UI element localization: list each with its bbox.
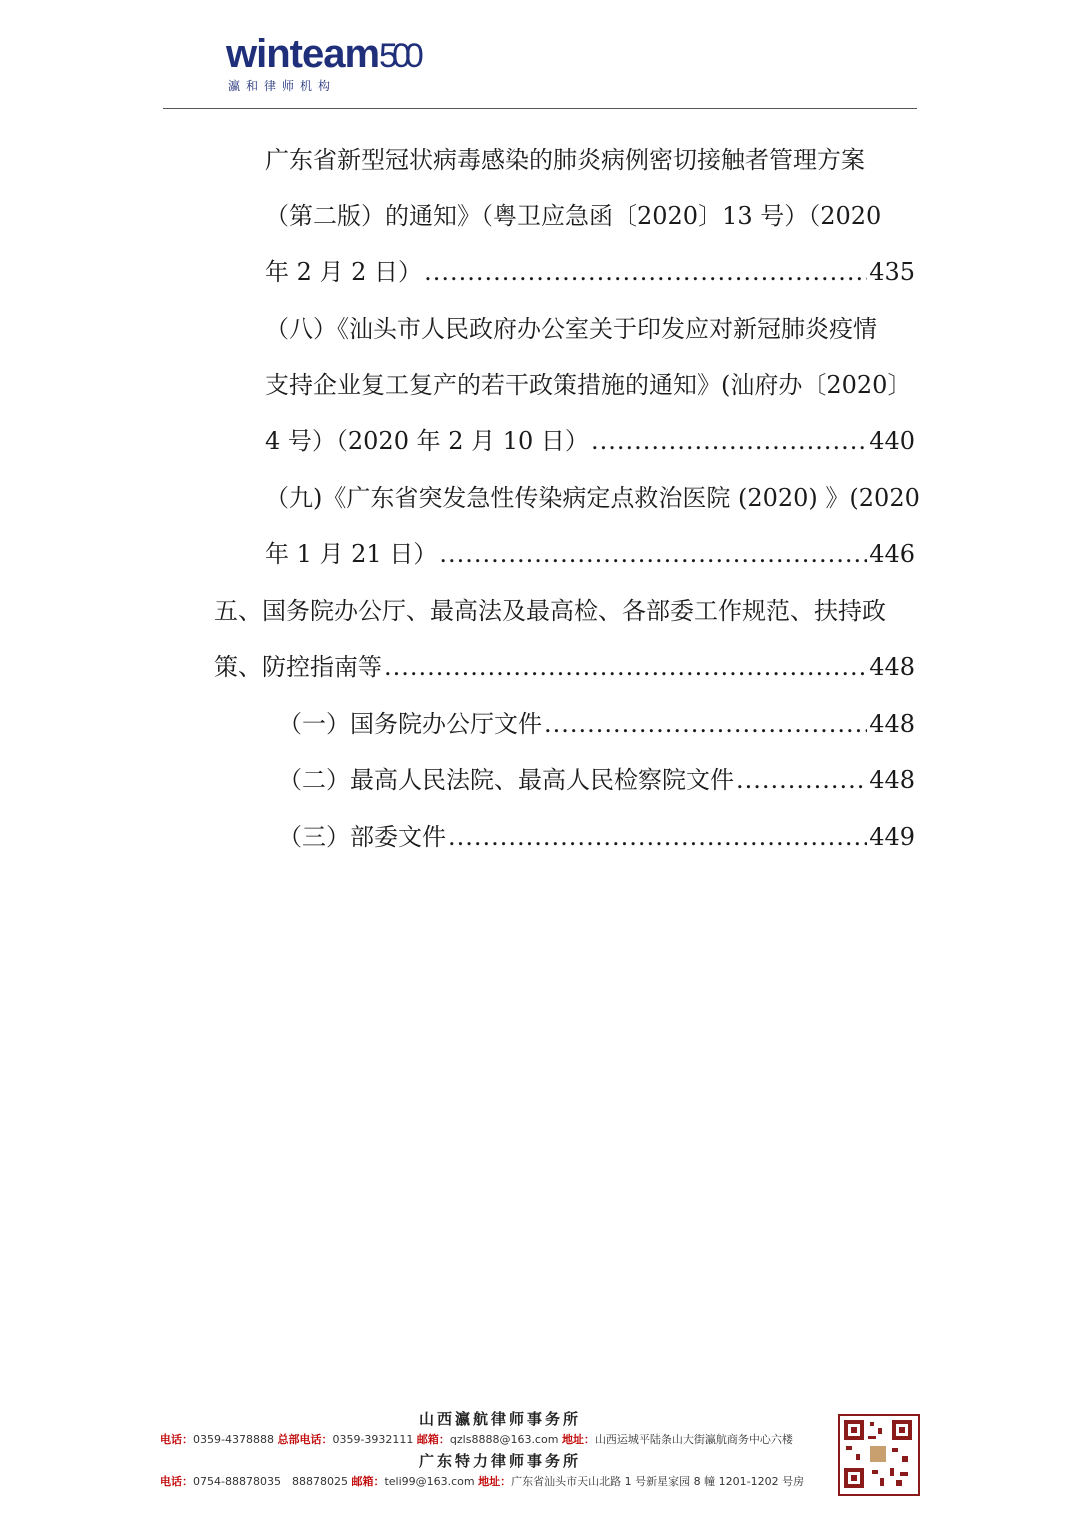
hq-phone-label: 总部电话： (277, 1433, 333, 1446)
toc-subitem-text: （一）国务院办公厅文件 (278, 710, 542, 738)
logo-wordmark: winteam (226, 32, 380, 76)
toc-entry-link[interactable] (265, 425, 915, 457)
dot-leader (591, 425, 867, 457)
firm-name: 山西瀛航律师事务所 (418, 1410, 581, 1428)
toc-subitem-text: （三）部委文件 (278, 823, 446, 851)
address-label: 地址： (561, 1433, 595, 1446)
toc-page-number: 446 (869, 540, 915, 568)
phone-value: 0359-4378888 (193, 1433, 274, 1446)
toc-section-line: 五、国务院办公厅、最高法及最高检、各部委工作规范、扶持政 (214, 597, 886, 625)
logo (226, 34, 418, 94)
header-rule (163, 108, 917, 109)
logo-subtitle: 瀛和律师机构 (228, 79, 337, 93)
email-label: 邮箱： (416, 1433, 450, 1446)
email-value: qzls8888@163.com (449, 1433, 559, 1446)
toc-entry-line: 广东省新型冠状病毒感染的肺炎病例密切接触者管理方案 (265, 146, 865, 174)
dot-leader (544, 708, 867, 740)
toc-entry-line: 支持企业复工复产的若干政策措施的通知》(汕府办〔2020〕 (265, 371, 912, 399)
email-label: 邮箱： (351, 1475, 385, 1488)
dot-leader (439, 538, 867, 570)
phone-label: 电话： (160, 1475, 193, 1488)
toc-page-number: 440 (869, 427, 915, 455)
phone-label: 电话： (160, 1433, 193, 1446)
toc-entry-line: （第二版）的通知》（粤卫应急函〔2020〕13 号）（2020 (265, 202, 882, 230)
phone-value: 0754-88878035 88878025 (193, 1475, 348, 1488)
toc-page-number: 448 (869, 766, 915, 794)
toc-entry-link[interactable] (265, 256, 915, 288)
logo-number: 500 (379, 37, 418, 75)
toc-page-number: 435 (869, 258, 915, 286)
firm-name: 广东特力律师事务所 (418, 1452, 581, 1470)
address-value: 广东省汕头市天山北路 1 号新星家园 8 幢 1201-1202 号房 (511, 1475, 805, 1488)
toc-section-link[interactable] (214, 651, 915, 683)
toc-page-number: 448 (869, 710, 915, 738)
toc-subitem-link[interactable] (278, 821, 915, 853)
toc-subitem-link[interactable] (278, 764, 915, 796)
toc-entry-text: 年 1 月 21 日） (265, 540, 438, 568)
address-label: 地址： (478, 1475, 512, 1488)
hq-phone-value: 0359-3932111 (332, 1433, 414, 1446)
toc-entry-text: 年 2 月 2 日） (265, 258, 423, 286)
toc-entry-line: （八）《汕头市人民政府办公室关于印发应对新冠肺炎疫情 (265, 315, 877, 343)
toc-entry-line: （九)《广东省突发急性传染病定点救治医院 (2020) 》(2020 (265, 484, 920, 512)
email-value: teli99@163.com (384, 1475, 475, 1488)
qr-code-icon (838, 1414, 920, 1496)
address-value: 山西运城平陆条山大街瀛航商务中心六楼 (594, 1433, 793, 1446)
dot-leader (424, 256, 867, 288)
toc-page-number: 448 (869, 653, 915, 681)
toc-entry-text: 4 号）（2020 年 2 月 10 日） (265, 427, 589, 455)
toc-subitem-link[interactable] (278, 708, 915, 740)
dot-leader (448, 821, 867, 853)
dot-leader (736, 764, 867, 796)
toc-subitem-text: （二）最高人民法院、最高人民检察院文件 (278, 766, 734, 794)
toc-section-text: 策、防控指南等 (214, 653, 382, 681)
firm-contact-line (160, 1430, 840, 1450)
dot-leader (384, 651, 867, 683)
toc-entry-link[interactable] (265, 538, 915, 570)
firm-contact-line (160, 1472, 840, 1492)
toc-page-number: 449 (869, 823, 915, 851)
page-footer (160, 1408, 840, 1492)
